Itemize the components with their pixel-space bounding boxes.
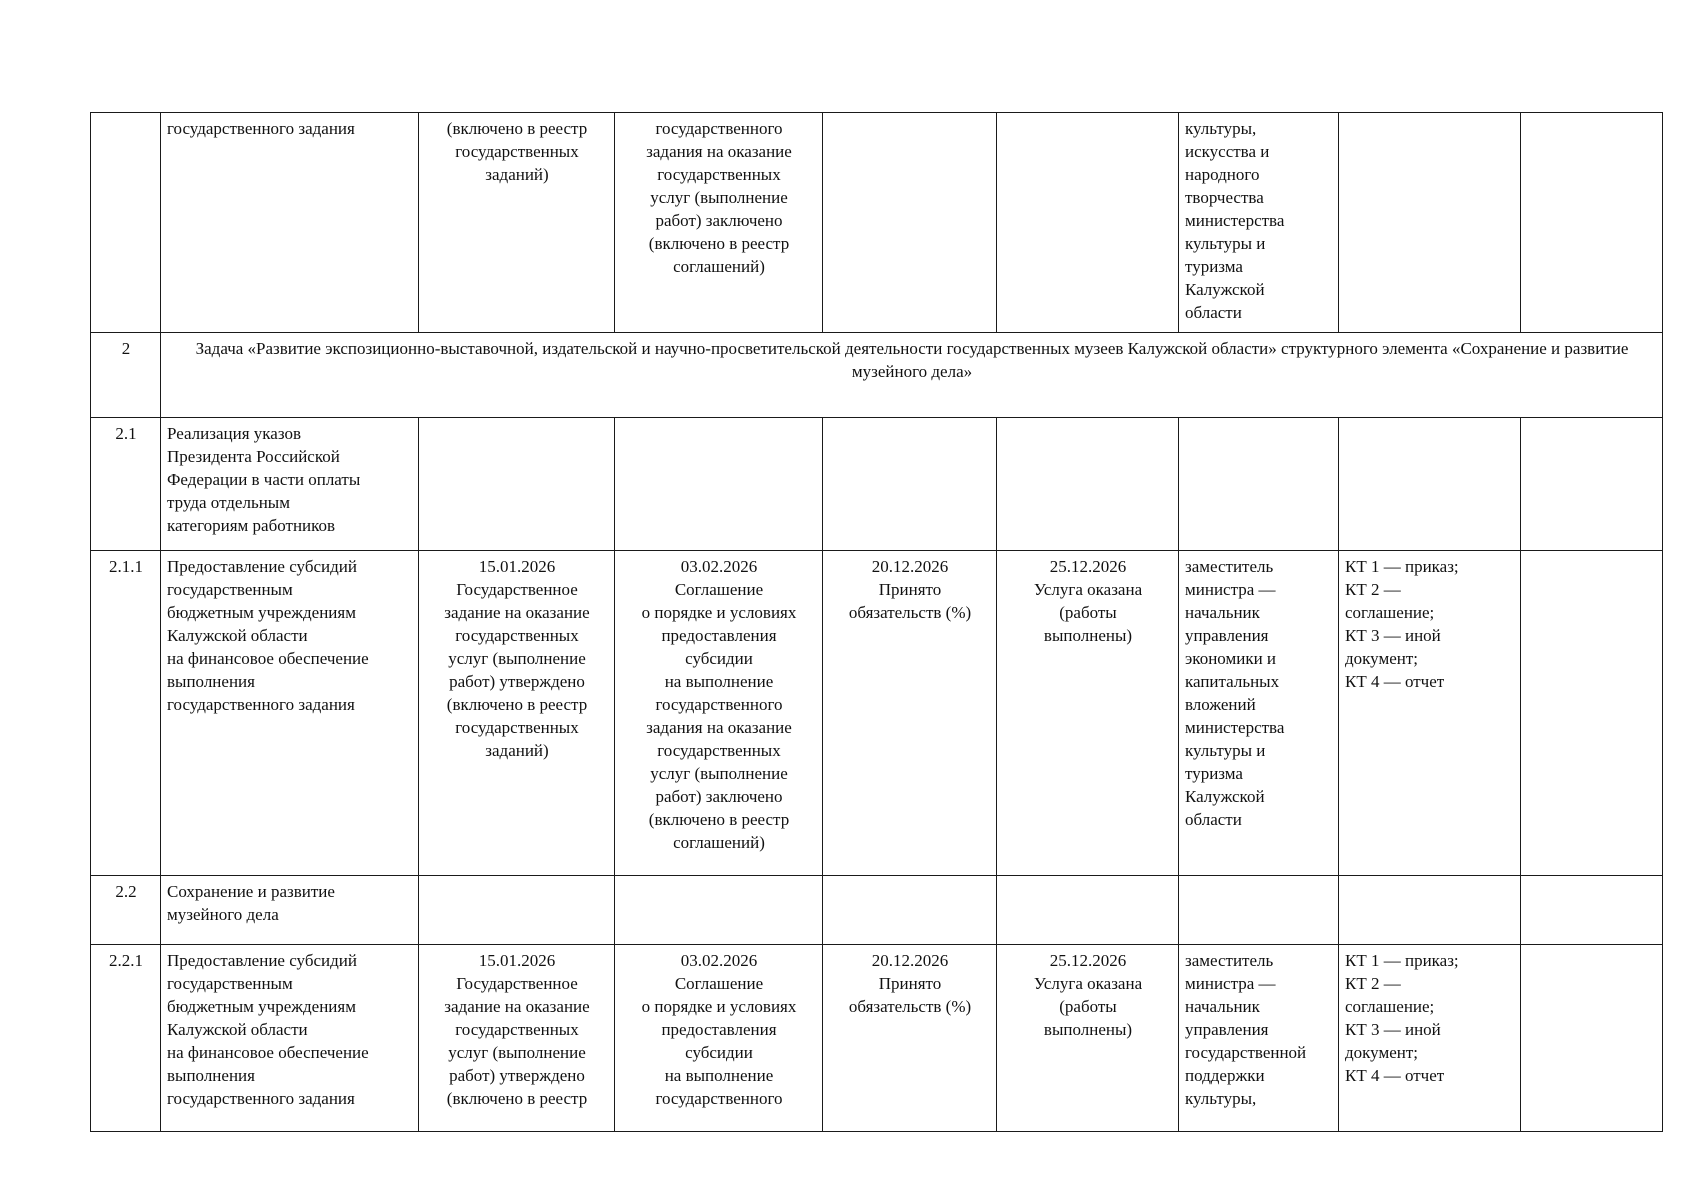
document-type-cell: КТ 1 — приказ; КТ 2 — соглашение; КТ 3 — иной документ; КТ 4 — отчет xyxy=(1339,945,1521,1132)
responsible-cell: заместитель министра — начальник управления государственной поддержки культуры, xyxy=(1179,945,1339,1132)
table-row xyxy=(91,551,1663,876)
task-row xyxy=(91,333,1663,418)
event-name-cell: Предоставление субсидий государственным бюджетным учреждениям Калужской области на финансовое обеспечение выполнения государственного задания xyxy=(161,551,419,876)
system-cell xyxy=(1521,945,1663,1132)
document-type-cell: КТ 1 — приказ; КТ 2 — соглашение; КТ 3 — иной документ; КТ 4 — отчет xyxy=(1339,551,1521,876)
kt1-cell xyxy=(419,418,615,551)
row-number: 2.2.1 xyxy=(91,945,161,1132)
kt2-cell: государственного задания на оказание государственных услуг (выполнение работ) заключено (включено в реестр соглашений) xyxy=(615,113,823,333)
kt3-cell xyxy=(823,418,997,551)
kt1-cell: 15.01.2026 Государственное задание на оказание государственных услуг (выполнение работ) утверждено (включено в реестр xyxy=(419,945,615,1132)
responsible-cell xyxy=(1179,418,1339,551)
kt2-cell xyxy=(615,876,823,945)
kt3-cell xyxy=(823,876,997,945)
row-number: 2.1.1 xyxy=(91,551,161,876)
responsible-cell: заместитель министра — начальник управления экономики и капитальных вложений министерства культуры и туризма Калужской области xyxy=(1179,551,1339,876)
table-row xyxy=(91,876,1663,945)
row-number: 2.1 xyxy=(91,418,161,551)
event-name-cell: государственного задания xyxy=(161,113,419,333)
responsible-cell xyxy=(1179,876,1339,945)
table-row xyxy=(91,945,1663,1132)
responsible-cell: культуры, искусства и народного творчества министерства культуры и туризма Калужской области xyxy=(1179,113,1339,333)
row-number: 2 xyxy=(91,333,161,418)
row-number: 2.2 xyxy=(91,876,161,945)
table-row xyxy=(91,418,1663,551)
kt4-cell xyxy=(997,876,1179,945)
kt2-cell xyxy=(615,418,823,551)
kt1-cell xyxy=(419,876,615,945)
kt2-cell: 03.02.2026 Соглашение о порядке и условиях предоставления субсидии на выполнение государственного задания на оказание государственных услуг (выполнение работ) заключено (включено в реестр соглашений) xyxy=(615,551,823,876)
document-type-cell xyxy=(1339,876,1521,945)
task-title: Задача «Развитие экспозиционно-выставочной, издательской и научно-просветительской деятельности государственных музеев Калужской области» структурного элемента «Сохранение и развитие музейного дела» xyxy=(161,333,1663,418)
system-cell xyxy=(1521,418,1663,551)
system-cell xyxy=(1521,551,1663,876)
document-type-cell xyxy=(1339,418,1521,551)
kt4-cell: 25.12.2026 Услуга оказана (работы выполнены) xyxy=(997,945,1179,1132)
table-row xyxy=(91,113,1663,333)
document-type-cell xyxy=(1339,113,1521,333)
kt3-cell: 20.12.2026 Принято обязательств (%) xyxy=(823,551,997,876)
kt4-cell xyxy=(997,113,1179,333)
kt3-cell xyxy=(823,113,997,333)
kt1-cell: (включено в реестр государственных заданий) xyxy=(419,113,615,333)
kt1-cell: 15.01.2026 Государственное задание на оказание государственных услуг (выполнение работ) утверждено (включено в реестр государственных заданий) xyxy=(419,551,615,876)
system-cell xyxy=(1521,113,1663,333)
kt2-cell: 03.02.2026 Соглашение о порядке и условиях предоставления субсидии на выполнение государственного xyxy=(615,945,823,1132)
system-cell xyxy=(1521,876,1663,945)
control-points-table xyxy=(90,112,1663,1132)
row-number xyxy=(91,113,161,333)
event-name-cell: Реализация указов Президента Российской Федерации в части оплаты труда отдельным категориям работников xyxy=(161,418,419,551)
event-name-cell: Предоставление субсидий государственным бюджетным учреждениям Калужской области на финансовое обеспечение выполнения государственного задания xyxy=(161,945,419,1132)
kt4-cell xyxy=(997,418,1179,551)
kt3-cell: 20.12.2026 Принято обязательств (%) xyxy=(823,945,997,1132)
event-name-cell: Сохранение и развитие музейного дела xyxy=(161,876,419,945)
kt4-cell: 25.12.2026 Услуга оказана (работы выполнены) xyxy=(997,551,1179,876)
